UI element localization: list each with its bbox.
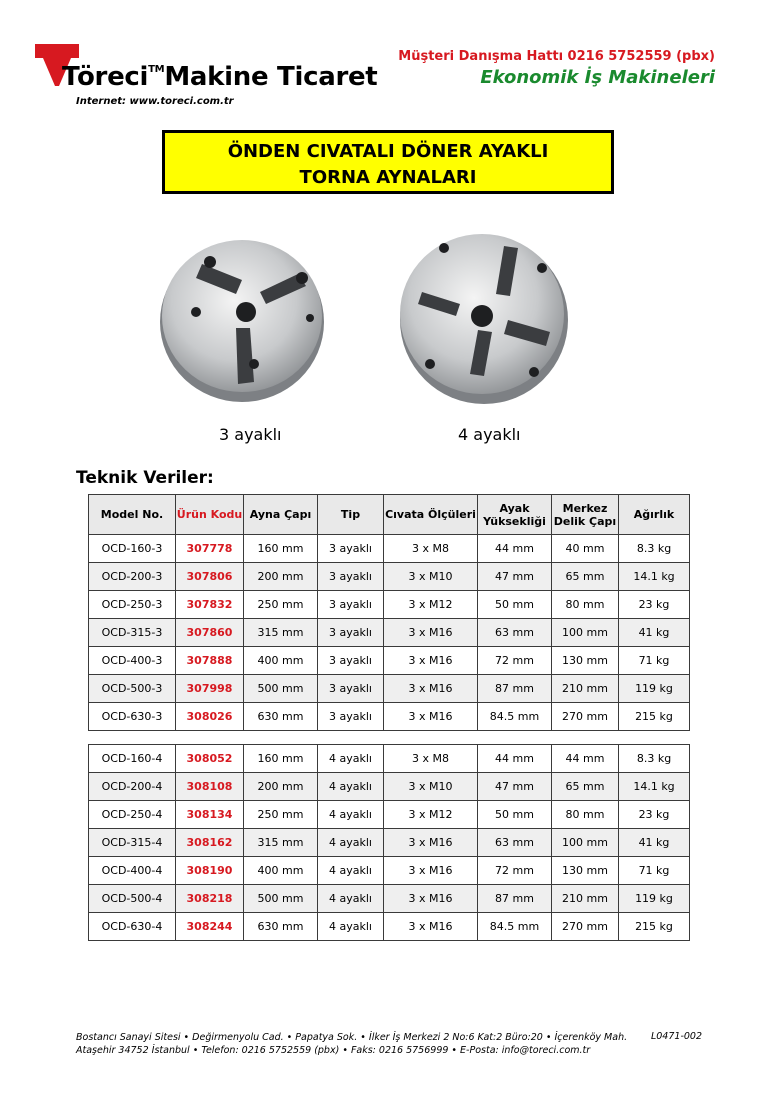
caption-3-jaw: 3 ayaklı (219, 425, 282, 444)
table-cell: 44 mm (552, 745, 619, 773)
table-cell: 500 mm (244, 885, 318, 913)
table-cell: 3 x M16 (384, 619, 478, 647)
table-cell: 130 mm (552, 857, 619, 885)
table-cell: 210 mm (552, 885, 619, 913)
table-cell: 65 mm (552, 773, 619, 801)
product-code-cell: 307832 (176, 591, 244, 619)
table-row (89, 703, 690, 731)
table-cell: 400 mm (244, 857, 318, 885)
table-cell: 3 x M8 (384, 535, 478, 563)
table-cell: 44 mm (478, 745, 552, 773)
table-cell: 3 x M16 (384, 703, 478, 731)
table-cell: 23 kg (619, 591, 690, 619)
table-cell: 3 x M16 (384, 913, 478, 941)
table-cell: 80 mm (552, 801, 619, 829)
spec-table-4-jaw (88, 744, 690, 941)
table-cell: OCD-160-4 (89, 745, 176, 773)
table-cell: 80 mm (552, 591, 619, 619)
table-cell: 3 x M16 (384, 857, 478, 885)
table-cell: OCD-160-3 (89, 535, 176, 563)
col-header-code: Ürün Kodu (176, 495, 244, 535)
section-title: Teknik Veriler: (76, 468, 214, 488)
table-cell: 3 x M10 (384, 563, 478, 591)
product-code-cell: 308108 (176, 773, 244, 801)
table-cell: 4 ayaklı (318, 913, 384, 941)
table-cell: 4 ayaklı (318, 773, 384, 801)
product-code-cell: 308244 (176, 913, 244, 941)
table-cell: 210 mm (552, 675, 619, 703)
trademark: TM (148, 64, 165, 75)
table-cell: 250 mm (244, 801, 318, 829)
footer-line1: Bostancı Sanayi Sitesi • Değirmenyolu Cad. • Papatya Sok. • İlker İş Merkezi 2 No:6 Kat:2 Büro:20 • İçerenköy Mah. (76, 1032, 628, 1043)
table-cell: 3 x M16 (384, 829, 478, 857)
table-cell: 215 kg (619, 913, 690, 941)
table-cell: OCD-315-3 (89, 619, 176, 647)
table-cell: 72 mm (478, 647, 552, 675)
col-header-diameter: Ayna Çapı (244, 495, 318, 535)
table-cell: OCD-400-3 (89, 647, 176, 675)
table-cell: 119 kg (619, 675, 690, 703)
table-cell: 84.5 mm (478, 913, 552, 941)
table-cell: OCD-500-3 (89, 675, 176, 703)
table-cell: OCD-500-4 (89, 885, 176, 913)
table-cell: 8.3 kg (619, 535, 690, 563)
slogan: Ekonomik İş Makineleri (480, 67, 715, 88)
table-header-row (89, 495, 690, 535)
table-cell: 400 mm (244, 647, 318, 675)
product-code-cell: 308190 (176, 857, 244, 885)
product-code-cell: 307778 (176, 535, 244, 563)
table-cell: 3 ayaklı (318, 563, 384, 591)
table-cell: 3 x M16 (384, 647, 478, 675)
table-cell: 40 mm (552, 535, 619, 563)
table-cell: 160 mm (244, 745, 318, 773)
table-cell: 119 kg (619, 885, 690, 913)
table-cell: 200 mm (244, 773, 318, 801)
product-code-cell: 308026 (176, 703, 244, 731)
col-header-bolt: Cıvata Ölçüleri (384, 495, 478, 535)
table-cell: 3 ayaklı (318, 591, 384, 619)
table-cell: 4 ayaklı (318, 885, 384, 913)
table-cell: OCD-250-3 (89, 591, 176, 619)
table-cell: OCD-250-4 (89, 801, 176, 829)
table-cell: 250 mm (244, 591, 318, 619)
product-code-cell: 307888 (176, 647, 244, 675)
table-cell: 50 mm (478, 591, 552, 619)
table-cell: 4 ayaklı (318, 829, 384, 857)
table-row (89, 829, 690, 857)
company-name (62, 62, 377, 92)
four-jaw-chuck-image (392, 212, 572, 412)
table-cell: 3 x M10 (384, 773, 478, 801)
table-cell: 14.1 kg (619, 563, 690, 591)
table-row (89, 801, 690, 829)
table-cell: 3 ayaklı (318, 535, 384, 563)
table-cell: 71 kg (619, 647, 690, 675)
table-cell: 315 mm (244, 829, 318, 857)
table-cell: 200 mm (244, 563, 318, 591)
table-cell: 41 kg (619, 619, 690, 647)
table-cell: 3 x M12 (384, 801, 478, 829)
table-row (89, 675, 690, 703)
spec-table-3-jaw (88, 494, 690, 731)
product-code-cell: 308162 (176, 829, 244, 857)
product-code-cell: 308052 (176, 745, 244, 773)
table-cell: OCD-315-4 (89, 829, 176, 857)
table-row (89, 857, 690, 885)
table-cell: 63 mm (478, 829, 552, 857)
table-cell: 3 ayaklı (318, 647, 384, 675)
table-cell: 14.1 kg (619, 773, 690, 801)
table-cell: 4 ayaklı (318, 857, 384, 885)
table-cell: OCD-200-3 (89, 563, 176, 591)
table-cell: 72 mm (478, 857, 552, 885)
website-link[interactable]: Internet: www.toreci.com.tr (76, 96, 234, 107)
table-cell: 215 kg (619, 703, 690, 731)
document-number: L0471-002 (650, 1031, 702, 1042)
table-row (89, 913, 690, 941)
table-row (89, 885, 690, 913)
table-cell: 71 kg (619, 857, 690, 885)
table-cell: 100 mm (552, 829, 619, 857)
col-header-jaw-height: Ayak Yüksekliği (478, 495, 552, 535)
table-cell: 44 mm (478, 535, 552, 563)
table-cell: 630 mm (244, 703, 318, 731)
brand-name: Töreci (62, 62, 149, 92)
table-cell: 3 ayaklı (318, 675, 384, 703)
table-cell: 4 ayaklı (318, 801, 384, 829)
table-cell: OCD-400-4 (89, 857, 176, 885)
table-cell: 47 mm (478, 773, 552, 801)
table-cell: 3 x M8 (384, 745, 478, 773)
table-row (89, 619, 690, 647)
col-header-type: Tip (318, 495, 384, 535)
page-title-box (162, 130, 614, 194)
table-cell: 23 kg (619, 801, 690, 829)
footer-line2: Ataşehir 34752 İstanbul • Telefon: 0216 5752559 (pbx) • Faks: 0216 5756999 • E-Posta: info@toreci.com.tr (76, 1045, 591, 1056)
product-code-cell: 307806 (176, 563, 244, 591)
table-cell: 87 mm (478, 885, 552, 913)
table-row (89, 745, 690, 773)
page-title-line2: TORNA AYNALARI (299, 167, 477, 188)
table-cell: 270 mm (552, 913, 619, 941)
table-cell: 270 mm (552, 703, 619, 731)
brand-rest: Makine Ticaret (164, 62, 378, 92)
table-cell: 100 mm (552, 619, 619, 647)
col-header-weight: Ağırlık (619, 495, 690, 535)
table-cell: OCD-200-4 (89, 773, 176, 801)
table-cell: 500 mm (244, 675, 318, 703)
col-header-model: Model No. (89, 495, 176, 535)
table-row (89, 773, 690, 801)
table-cell: 50 mm (478, 801, 552, 829)
table-cell: 63 mm (478, 619, 552, 647)
table-cell: 47 mm (478, 563, 552, 591)
three-jaw-chuck-image (150, 212, 330, 412)
table-row (89, 563, 690, 591)
table-cell: 65 mm (552, 563, 619, 591)
table-cell: 3 ayaklı (318, 619, 384, 647)
table-cell: 315 mm (244, 619, 318, 647)
table-cell: 3 x M16 (384, 675, 478, 703)
col-header-center-hole: Merkez Delik Çapı (552, 495, 619, 535)
product-code-cell: 307860 (176, 619, 244, 647)
table-row (89, 647, 690, 675)
product-code-cell: 308218 (176, 885, 244, 913)
page-title-line1: ÖNDEN CIVATALI DÖNER AYAKLI (227, 141, 549, 162)
table-cell: 8.3 kg (619, 745, 690, 773)
table-cell: 130 mm (552, 647, 619, 675)
customer-hotline: Müşteri Danışma Hattı 0216 5752559 (pbx) (398, 49, 715, 64)
table-row (89, 591, 690, 619)
footer-address (76, 1031, 627, 1057)
table-cell: 4 ayaklı (318, 745, 384, 773)
table-cell: 3 x M16 (384, 885, 478, 913)
table-cell: 630 mm (244, 913, 318, 941)
caption-4-jaw: 4 ayaklı (458, 425, 521, 444)
table-row (89, 535, 690, 563)
table-cell: OCD-630-3 (89, 703, 176, 731)
table-cell: 41 kg (619, 829, 690, 857)
table-cell: 87 mm (478, 675, 552, 703)
table-cell: OCD-630-4 (89, 913, 176, 941)
product-code-cell: 308134 (176, 801, 244, 829)
product-code-cell: 307998 (176, 675, 244, 703)
table-cell: 160 mm (244, 535, 318, 563)
table-cell: 3 ayaklı (318, 703, 384, 731)
table-cell: 3 x M12 (384, 591, 478, 619)
table-cell: 84.5 mm (478, 703, 552, 731)
